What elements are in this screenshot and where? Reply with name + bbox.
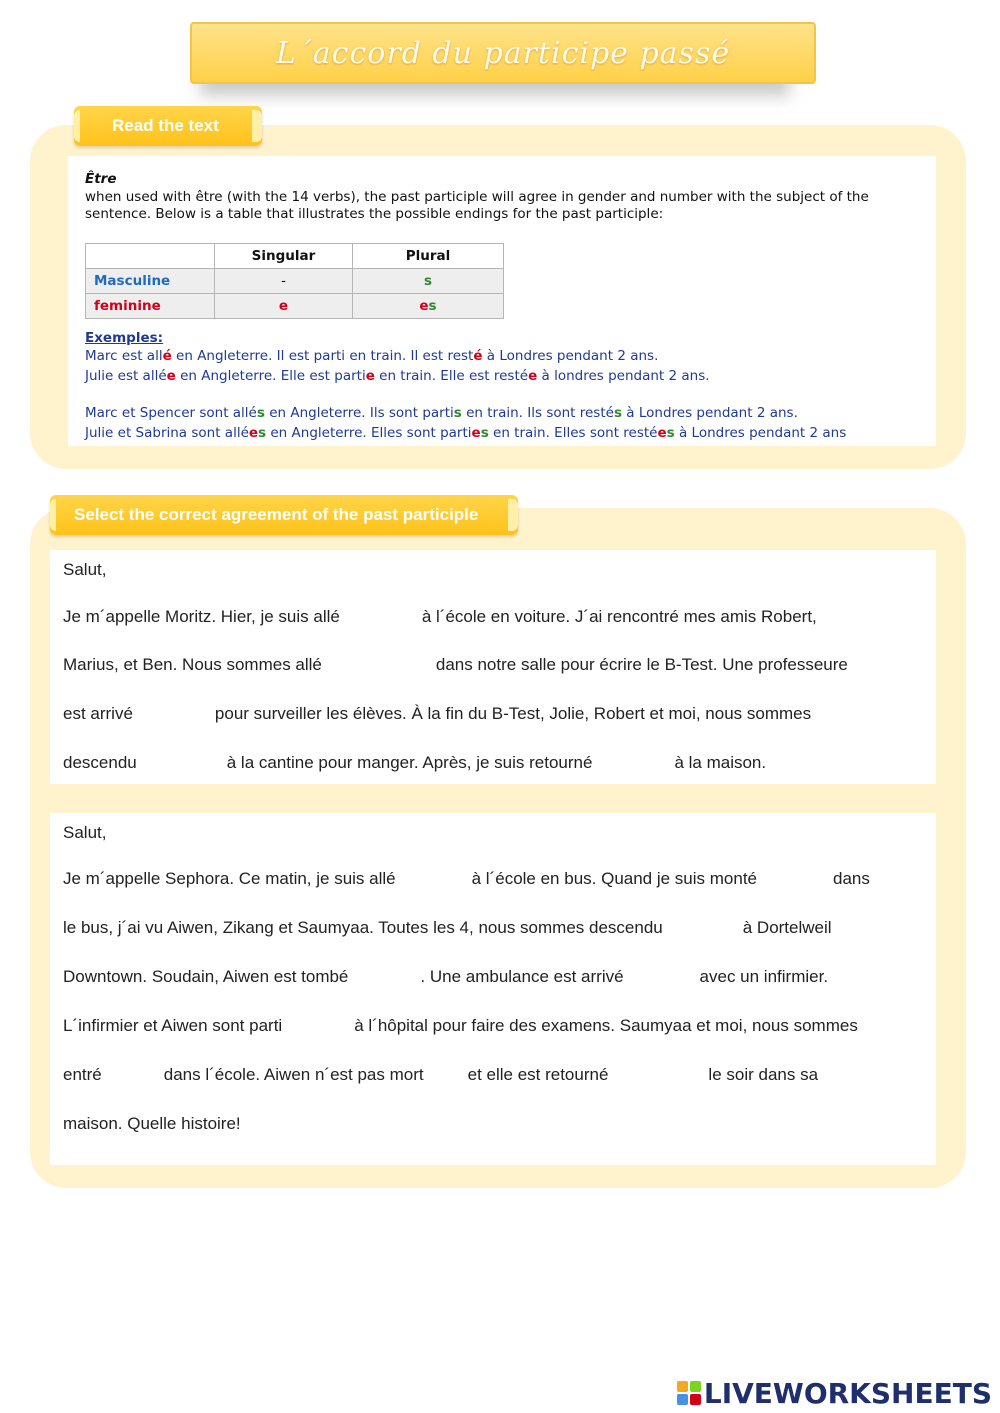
letter-text: Salut, <box>63 560 107 579</box>
example-ending: s <box>258 425 267 441</box>
letter-line <box>63 869 870 889</box>
table-header-cell: Singular <box>215 244 353 269</box>
example-text: en train. Ils sont resté <box>461 405 614 421</box>
letter-line <box>63 607 817 627</box>
exercise-tab-label: Select the correct agreement of the past participle <box>74 505 479 524</box>
tab-cap-right <box>508 499 518 531</box>
grammar-heading: Être <box>85 171 117 187</box>
letter-text: dans l´école. Aiwen n´est pas mort <box>163 1065 424 1084</box>
feminine-plural <box>353 294 504 319</box>
example-ending: é <box>162 348 172 364</box>
letter-text: entré <box>63 1065 102 1084</box>
example-text: en Angleterre. Elles sont parti <box>266 425 472 441</box>
tab-cap-left <box>74 110 80 142</box>
letter-text: le soir dans sa <box>708 1065 819 1084</box>
letter-line <box>63 967 828 987</box>
tab-cap-right <box>252 110 262 142</box>
letter-text: à Dortelweil <box>742 918 832 937</box>
grammar-box <box>68 156 936 446</box>
example-ending: e <box>471 425 481 441</box>
letter-text: Downtown. Soudain, Aiwen est tombé <box>63 967 349 986</box>
letter-line <box>63 655 848 675</box>
table-header-row <box>86 244 504 269</box>
letter-text: à la maison. <box>674 753 767 772</box>
example-ending: s <box>666 425 675 441</box>
letter-text: et elle est retourné <box>467 1065 609 1084</box>
example-text: à londres pendant 2 ans. <box>537 368 710 384</box>
letter-text: à l´école en bus. Quand je suis monté <box>471 869 758 888</box>
letter-text: maison. Quelle histoire! <box>63 1114 241 1133</box>
logo-text: LIVEWORKSHEETS <box>703 1376 992 1410</box>
page-title: L´accord du participe passé <box>190 22 816 84</box>
example-ending: e <box>166 368 176 384</box>
table-row <box>86 269 504 294</box>
letter-text: . Une ambulance est arrivé <box>420 967 624 986</box>
letter-text: avec un infirmier. <box>699 967 829 986</box>
grammar-description: when used with être (with the 14 verbs), the past participle will agree in gender and number with the subject of the sentence. Below is a table that illustrates the possible endings for the past participle: <box>85 189 869 222</box>
letter-line <box>63 1114 241 1134</box>
letter-line <box>63 560 106 580</box>
letter-line <box>63 823 106 843</box>
table-row <box>86 294 504 319</box>
table-header-cell: Plural <box>353 244 504 269</box>
example-ending: e <box>657 425 667 441</box>
read-tab <box>74 106 262 146</box>
letter-text: dans <box>833 869 870 888</box>
row-label-feminine: feminine <box>86 294 215 319</box>
example-text: en Angleterre. Ils sont parti <box>264 405 454 421</box>
examples-title: Exemples: <box>85 330 164 346</box>
letter-line <box>63 1016 858 1036</box>
example-text: en Angleterre. Il est parti en train. Il est rest <box>171 348 474 364</box>
letter-text: est arrivé <box>63 704 133 723</box>
letter-text: à la cantine pour manger. Après, je suis retourné <box>226 753 593 772</box>
masculine-plural: s <box>353 269 504 294</box>
example-text: à Londres pendant 2 ans <box>674 425 847 441</box>
masculine-singular: - <box>215 269 353 294</box>
example-text: Julie est allé <box>85 368 167 384</box>
example-line-1 <box>85 348 658 364</box>
example-ending: e <box>528 368 538 384</box>
letter-moritz <box>50 550 936 784</box>
example-ending: s <box>480 425 489 441</box>
letter-text: Salut, <box>63 823 107 842</box>
example-line-2 <box>85 368 710 384</box>
row-label-masculine: Masculine <box>86 269 215 294</box>
logo-square <box>677 1394 688 1405</box>
example-ending: s <box>453 405 462 421</box>
letter-text: le bus, j´ai vu Aiwen, Zikang et Saumyaa. Toutes les 4, nous sommes descendu <box>63 918 663 937</box>
example-text: Marc est all <box>85 348 163 364</box>
letter-line <box>63 753 766 773</box>
example-line-3 <box>85 405 798 421</box>
letter-text: Je m´appelle Moritz. Hier, je suis allé <box>63 607 340 626</box>
example-text: à Londres pendant 2 ans. <box>482 348 659 364</box>
example-ending: e <box>365 368 375 384</box>
example-ending: é <box>473 348 483 364</box>
logo-square <box>690 1394 701 1405</box>
letter-text: pour surveiller les élèves. À la fin du B-Test, Jolie, Robert et moi, nous sommes <box>214 704 812 723</box>
example-text: à Londres pendant 2 ans. <box>622 405 798 421</box>
logo-square <box>677 1381 688 1392</box>
liveworksheets-logo[interactable] <box>677 1378 992 1408</box>
letter-text: à l´hôpital pour faire des examens. Saumyaa et moi, nous sommes <box>354 1016 858 1035</box>
tab-cap-left <box>50 499 56 531</box>
exercise-tab <box>50 495 518 535</box>
example-text: en Angleterre. Elle est parti <box>175 368 366 384</box>
letter-text: dans notre salle pour écrire le B-Test. Une professeure <box>435 655 848 674</box>
read-tab-label: Read the text <box>112 116 219 135</box>
letter-text: Je m´appelle Sephora. Ce matin, je suis allé <box>63 869 396 888</box>
letter-line <box>63 918 832 938</box>
fem-e: e <box>419 298 429 314</box>
example-ending: s <box>256 405 265 421</box>
example-text: en train. Elle est resté <box>374 368 529 384</box>
example-text: Marc et Spencer sont allé <box>85 405 257 421</box>
letter-text: L´infirmier et Aiwen sont parti <box>63 1016 283 1035</box>
example-text: Julie et Sabrina sont allé <box>85 425 249 441</box>
letter-line <box>63 1065 818 1085</box>
fem-s: s <box>428 298 437 314</box>
logo-square <box>690 1381 701 1392</box>
example-ending: s <box>613 405 622 421</box>
endings-table <box>85 243 504 319</box>
letter-line <box>63 704 811 724</box>
example-ending: e <box>248 425 259 441</box>
feminine-singular: e <box>215 294 353 319</box>
table-header-cell <box>86 244 215 269</box>
example-line-4 <box>85 425 846 441</box>
letter-text: Marius, et Ben. Nous sommes allé <box>63 655 322 674</box>
letter-sephora <box>50 813 936 1165</box>
logo-grid-icon <box>677 1381 701 1405</box>
letter-text: à l´école en voiture. J´ai rencontré mes amis Robert, <box>421 607 817 626</box>
example-text: en train. Elles sont resté <box>488 425 658 441</box>
letter-text: descendu <box>63 753 137 772</box>
